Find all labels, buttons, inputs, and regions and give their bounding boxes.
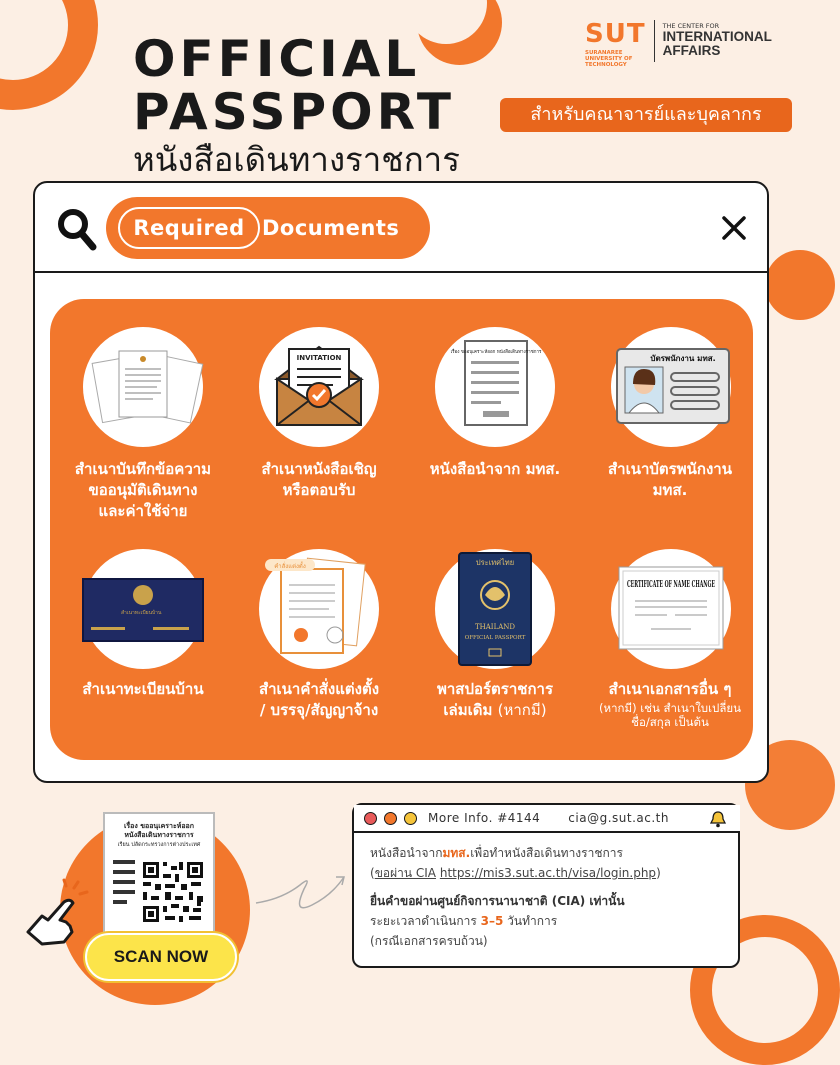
- sut-logo-text: SUT: [585, 19, 646, 49]
- document-item-other-documents: [611, 549, 731, 669]
- cia-request-link[interactable]: ขอผ่าน CIA: [374, 866, 437, 880]
- document-label-official-passport: [410, 679, 580, 721]
- document-item-house-registration: [83, 549, 203, 669]
- window-dot-orange: [384, 812, 397, 825]
- qr-code-icon[interactable]: [113, 856, 205, 934]
- document-label-invitation: สำเนาหนังสือเชิญ หรือตอบรับ: [261, 460, 377, 499]
- scan-now-button[interactable]: SCAN NOW: [85, 933, 237, 981]
- cia-logo-line1: INTERNATIONAL: [662, 29, 772, 44]
- info-line4-text2: วันทำการ: [503, 914, 558, 928]
- appointment-order-icon: [259, 549, 379, 669]
- more-info-extension: More Info. #4144: [428, 811, 541, 825]
- more-info-body: [370, 843, 732, 951]
- qr-card-title2: หนังสือเดินทางราชการ: [124, 831, 194, 839]
- page-title-thai: หนังสือเดินทางราชการ: [133, 140, 460, 179]
- passport-art-text-thai: ประเทศไทย: [475, 558, 515, 567]
- bell-icon[interactable]: [710, 810, 726, 828]
- info-line1-text: หนังสือนำจาก: [370, 846, 443, 860]
- section-title-pill: [106, 197, 430, 259]
- window-header: [35, 183, 767, 273]
- cia-logo-small: THE CENTER FOR: [662, 22, 720, 30]
- request-letter-icon: [435, 327, 555, 447]
- search-icon[interactable]: [57, 208, 97, 252]
- document-item-appointment-order: [259, 549, 379, 669]
- certificate-art-text: CERTIFICATE OF NAME CHANGE: [627, 580, 716, 590]
- close-icon[interactable]: [721, 215, 747, 241]
- info-line2-close: ): [656, 866, 661, 880]
- document-item-request-letter: [435, 327, 555, 447]
- more-info-window: [352, 803, 740, 968]
- info-line4-text: ระยะเวลาดำเนินการ: [370, 914, 481, 928]
- document-item-official-passport: [435, 549, 555, 669]
- decorative-half-circle-right: [765, 250, 835, 320]
- qr-card-subtitle: เรียน ปลัดกระทรวงการต่างประเทศ: [117, 842, 201, 848]
- invitation-envelope-icon: [259, 327, 379, 447]
- document-label-request-letter: หนังสือนำจาก มทส.: [429, 460, 561, 478]
- passport-art-text-type: OFFICIAL PASSPORT: [464, 635, 526, 641]
- document-label-house-registration: สำเนาทะเบียนบ้าน: [82, 680, 204, 698]
- sut-cia-logo: [585, 20, 772, 68]
- document-note-other-documents: (หากมี) เช่น สำเนาใบเปลี่ยน ชื่อ/สกุล เป็นต้น: [599, 701, 741, 729]
- required-documents-window: [33, 181, 769, 783]
- document-label-other-documents: สำเนาเอกสารอื่น ๆ: [608, 680, 732, 698]
- info-line1-highlight: มทส.: [442, 846, 471, 860]
- info-line2-open: (: [370, 866, 375, 880]
- info-line-1: [370, 843, 732, 863]
- info-line-3: ยื่นคำขอผ่านศูนย์กิจการนานาชาติ (CIA) เท่านั้น: [370, 894, 625, 908]
- logo-divider: [654, 20, 655, 62]
- documents-panel: [50, 299, 753, 760]
- cia-logo-line2: AFFAIRS: [662, 43, 721, 58]
- info-line1-text2: เพื่อทำหนังสือเดินทางราชการ: [470, 846, 623, 860]
- invitation-art-text: INVITATION: [296, 354, 342, 362]
- window-dot-red: [364, 812, 377, 825]
- pill-title-word1: Required: [133, 216, 245, 240]
- staff-id-card-icon: [611, 327, 731, 447]
- more-info-email[interactable]: cia@g.sut.ac.th: [568, 811, 669, 825]
- sut-logo-mark: [585, 20, 646, 68]
- audience-badge: สำหรับคณาจารย์และบุคลากร: [500, 98, 792, 132]
- page-title-line1: OFFICIAL: [133, 30, 421, 88]
- name-change-certificate-icon: [611, 549, 731, 669]
- request-letter-art-text: เรื่อง ขออนุเคราะห์ออก หนังสือเดินทางราชการ: [450, 350, 542, 355]
- document-item-staff-card: [611, 327, 731, 447]
- document-label-appointment-order: สำเนาคำสั่งแต่งตั้ง / บรรจุ/สัญญาจ้าง: [258, 680, 380, 719]
- info-line4-highlight: 3–5: [480, 914, 504, 928]
- info-line-2: [370, 863, 732, 883]
- window-dot-yellow: [404, 812, 417, 825]
- pointing-hand-icon: [20, 880, 90, 950]
- decorative-ring-top-left: [0, 0, 98, 110]
- house-registration-icon: [83, 549, 203, 669]
- visa-login-link[interactable]: https://mis3.sut.ac.th/visa/login.php: [439, 866, 657, 880]
- official-passport-label-suffix: (หากมี): [497, 701, 547, 719]
- more-info-header: [354, 805, 740, 833]
- house-registration-art-text: สำเนาทะเบียนบ้าน: [121, 610, 162, 616]
- page-title-line2: PASSPORT: [133, 83, 456, 141]
- cia-logo-text: [663, 22, 772, 58]
- official-passport-label-main: พาสปอร์ตราชการ เล่มเดิม: [436, 680, 553, 719]
- arrow-icon: [252, 855, 350, 925]
- passport-art-text-country: THAILAND: [474, 623, 516, 631]
- qr-card[interactable]: [103, 812, 215, 942]
- official-passport-icon: [435, 549, 555, 669]
- staff-card-art-text: บัตรพนักงาน มทส.: [650, 354, 716, 363]
- appointment-order-art-text: คำสั่งแต่งตั้ง: [274, 563, 306, 570]
- info-line-4: [370, 911, 732, 931]
- document-label-memo: สำเนาบันทึกข้อความ ขออนุมัติเดินทาง และค่าใช้จ่าย: [74, 460, 212, 520]
- document-item-memo: [83, 327, 203, 447]
- memo-documents-icon: [83, 327, 203, 447]
- more-info-title: [428, 809, 669, 827]
- sut-logo-subtitle: SURANAREE UNIVERSITY OF TECHNOLOGY: [585, 50, 633, 68]
- document-item-invitation: [259, 327, 379, 447]
- document-label-staff-card: สำเนาบัตรพนักงาน มทส.: [608, 460, 732, 499]
- pill-title-word2: Documents: [262, 216, 400, 240]
- qr-card-title1: เรื่อง ขออนุเคราะห์ออก: [124, 822, 194, 830]
- info-line-5: (กรณีเอกสารครบถ้วน): [370, 934, 488, 948]
